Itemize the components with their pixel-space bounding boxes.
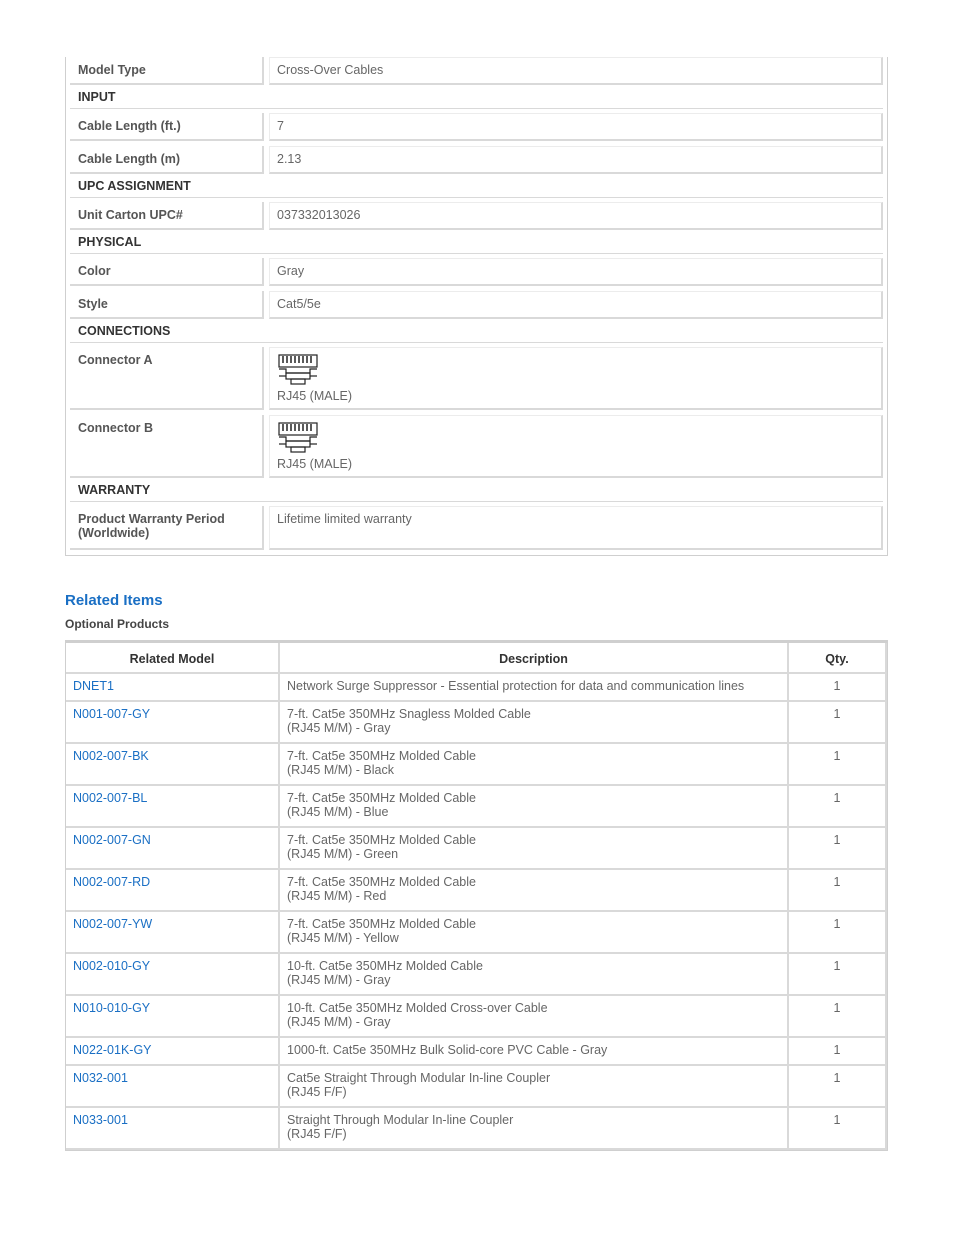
related-qty: 1 bbox=[833, 791, 841, 805]
spec-row-style bbox=[70, 291, 883, 319]
spec-value: 037332013026 bbox=[277, 208, 361, 222]
related-model-link[interactable]: N002-010-GY bbox=[73, 959, 151, 973]
table-row bbox=[66, 702, 887, 744]
related-qty: 1 bbox=[833, 1071, 841, 1085]
qty-cell bbox=[789, 702, 887, 744]
related-model-link[interactable]: N002-007-GN bbox=[73, 833, 151, 847]
related-description: Cat5e Straight Through Modular In-line Coupler (RJ45 F/F) bbox=[287, 1071, 551, 1099]
column-header-description: Description bbox=[280, 643, 789, 674]
related-description: 1000-ft. Cat5e 350MHz Bulk Solid-core PVC Cable - Gray bbox=[287, 1043, 608, 1057]
section-heading-physical: PHYSICAL bbox=[70, 230, 883, 254]
related-qty: 1 bbox=[833, 679, 841, 693]
model-cell bbox=[66, 870, 280, 912]
model-cell bbox=[66, 1066, 280, 1108]
qty-cell bbox=[789, 1066, 887, 1108]
related-qty: 1 bbox=[833, 707, 841, 721]
spec-row-cable-length-m bbox=[70, 146, 883, 174]
qty-cell bbox=[789, 1038, 887, 1066]
description-cell bbox=[280, 912, 789, 954]
spec-label: Style bbox=[78, 297, 108, 311]
column-header-related-model: Related Model bbox=[66, 643, 280, 674]
related-qty: 1 bbox=[833, 917, 841, 931]
related-model-link[interactable]: N002-007-BL bbox=[73, 791, 148, 805]
related-items-heading: Related Items bbox=[65, 592, 163, 609]
related-model-link[interactable]: DNET1 bbox=[73, 679, 114, 693]
related-items-table bbox=[65, 640, 888, 1151]
description-cell bbox=[280, 996, 789, 1038]
related-description: 7-ft. Cat5e 350MHz Molded Cable (RJ45 M/M) - Black bbox=[287, 749, 476, 777]
spec-label: Cable Length (ft.) bbox=[78, 119, 181, 133]
model-cell bbox=[66, 954, 280, 996]
spec-row-connector-a bbox=[70, 347, 883, 410]
section-heading-input: INPUT bbox=[70, 85, 883, 109]
related-qty: 1 bbox=[833, 1043, 841, 1057]
table-row bbox=[66, 1038, 887, 1066]
related-model-link[interactable]: N002-007-YW bbox=[73, 917, 153, 931]
related-model-link[interactable]: N032-001 bbox=[73, 1071, 128, 1085]
related-model-link[interactable]: N001-007-GY bbox=[73, 707, 151, 721]
qty-cell bbox=[789, 828, 887, 870]
section-heading-connections: CONNECTIONS bbox=[70, 319, 883, 343]
related-description: 7-ft. Cat5e 350MHz Molded Cable (RJ45 M/M) - Green bbox=[287, 833, 476, 861]
spec-label: Product Warranty Period (Worldwide) bbox=[78, 512, 225, 540]
related-model-link[interactable]: N010-010-GY bbox=[73, 1001, 151, 1015]
column-header-qty: Qty. bbox=[789, 643, 887, 674]
description-cell bbox=[280, 674, 789, 702]
qty-cell bbox=[789, 912, 887, 954]
description-cell bbox=[280, 954, 789, 996]
spec-value: RJ45 (MALE) bbox=[277, 389, 353, 403]
related-model-link[interactable]: N002-007-RD bbox=[73, 875, 151, 889]
table-row bbox=[66, 786, 887, 828]
qty-cell bbox=[789, 996, 887, 1038]
spec-value: Gray bbox=[277, 264, 305, 278]
qty-cell bbox=[789, 954, 887, 996]
spec-value: Cat5/5e bbox=[277, 297, 321, 311]
related-description: 7-ft. Cat5e 350MHz Snagless Molded Cable (RJ45 M/M) - Gray bbox=[287, 707, 531, 735]
related-description: 7-ft. Cat5e 350MHz Molded Cable (RJ45 M/M) - Yellow bbox=[287, 917, 476, 945]
related-description: 7-ft. Cat5e 350MHz Molded Cable (RJ45 M/M) - Blue bbox=[287, 791, 476, 819]
spec-value: 7 bbox=[277, 119, 284, 133]
description-cell bbox=[280, 786, 789, 828]
model-cell bbox=[66, 702, 280, 744]
spec-value: Cross-Over Cables bbox=[277, 63, 384, 77]
spec-row-connector-b bbox=[70, 415, 883, 478]
description-cell bbox=[280, 870, 789, 912]
table-row bbox=[66, 744, 887, 786]
model-cell bbox=[66, 996, 280, 1038]
related-qty: 1 bbox=[833, 1113, 841, 1127]
related-description: Network Surge Suppressor - Essential protection for data and communication lines bbox=[287, 679, 745, 693]
model-cell bbox=[66, 674, 280, 702]
section-heading-upc: UPC ASSIGNMENT bbox=[70, 174, 883, 198]
table-row bbox=[66, 1108, 887, 1150]
description-cell bbox=[280, 1038, 789, 1066]
related-qty: 1 bbox=[833, 875, 841, 889]
section-heading-warranty: WARRANTY bbox=[70, 478, 883, 502]
spec-label: Connector A bbox=[78, 353, 153, 367]
specifications-table bbox=[65, 57, 888, 556]
related-qty: 1 bbox=[833, 833, 841, 847]
related-model-link[interactable]: N022-01K-GY bbox=[73, 1043, 152, 1057]
related-description: 10-ft. Cat5e 350MHz Molded Cross-over Cable (RJ45 M/M) - Gray bbox=[287, 1001, 548, 1029]
model-cell bbox=[66, 1108, 280, 1150]
optional-products-subheading: Optional Products bbox=[65, 617, 170, 631]
table-row bbox=[66, 954, 887, 996]
related-qty: 1 bbox=[833, 1001, 841, 1015]
related-model-link[interactable]: N002-007-BK bbox=[73, 749, 149, 763]
model-cell bbox=[66, 828, 280, 870]
table-row bbox=[66, 828, 887, 870]
related-qty: 1 bbox=[833, 959, 841, 973]
related-qty: 1 bbox=[833, 749, 841, 763]
description-cell bbox=[280, 1066, 789, 1108]
qty-cell bbox=[789, 744, 887, 786]
spec-value: Lifetime limited warranty bbox=[277, 512, 412, 526]
spec-label: Unit Carton UPC# bbox=[78, 208, 183, 222]
spec-label: Color bbox=[78, 264, 111, 278]
model-cell bbox=[66, 912, 280, 954]
qty-cell bbox=[789, 674, 887, 702]
spec-label: Cable Length (m) bbox=[78, 152, 181, 166]
table-row bbox=[66, 674, 887, 702]
model-cell bbox=[66, 1038, 280, 1066]
related-description: Straight Through Modular In-line Coupler (RJ45 F/F) bbox=[287, 1113, 514, 1141]
related-description: 10-ft. Cat5e 350MHz Molded Cable (RJ45 M/M) - Gray bbox=[287, 959, 483, 987]
model-cell bbox=[66, 744, 280, 786]
spec-row-color bbox=[70, 258, 883, 286]
qty-cell bbox=[789, 870, 887, 912]
spec-row-cable-length-ft bbox=[70, 113, 883, 141]
table-row bbox=[66, 996, 887, 1038]
model-cell bbox=[66, 786, 280, 828]
description-cell bbox=[280, 702, 789, 744]
table-row bbox=[66, 912, 887, 954]
related-model-link[interactable]: N033-001 bbox=[73, 1113, 128, 1127]
qty-cell bbox=[789, 1108, 887, 1150]
spec-label: Connector B bbox=[78, 421, 153, 435]
related-description: 7-ft. Cat5e 350MHz Molded Cable (RJ45 M/M) - Red bbox=[287, 875, 476, 903]
description-cell bbox=[280, 828, 789, 870]
rj45-connector-icon bbox=[278, 354, 320, 386]
spec-value: RJ45 (MALE) bbox=[277, 457, 353, 471]
rj45-connector-icon bbox=[278, 422, 320, 454]
table-row bbox=[66, 870, 887, 912]
spec-row-warranty-period bbox=[70, 506, 883, 550]
spec-label: Model Type bbox=[78, 63, 146, 77]
qty-cell bbox=[789, 786, 887, 828]
table-row bbox=[66, 1066, 887, 1108]
description-cell bbox=[280, 1108, 789, 1150]
spec-row-unit-carton-upc bbox=[70, 202, 883, 230]
description-cell bbox=[280, 744, 789, 786]
spec-row-model-type bbox=[70, 57, 883, 85]
spec-value: 2.13 bbox=[277, 152, 302, 166]
